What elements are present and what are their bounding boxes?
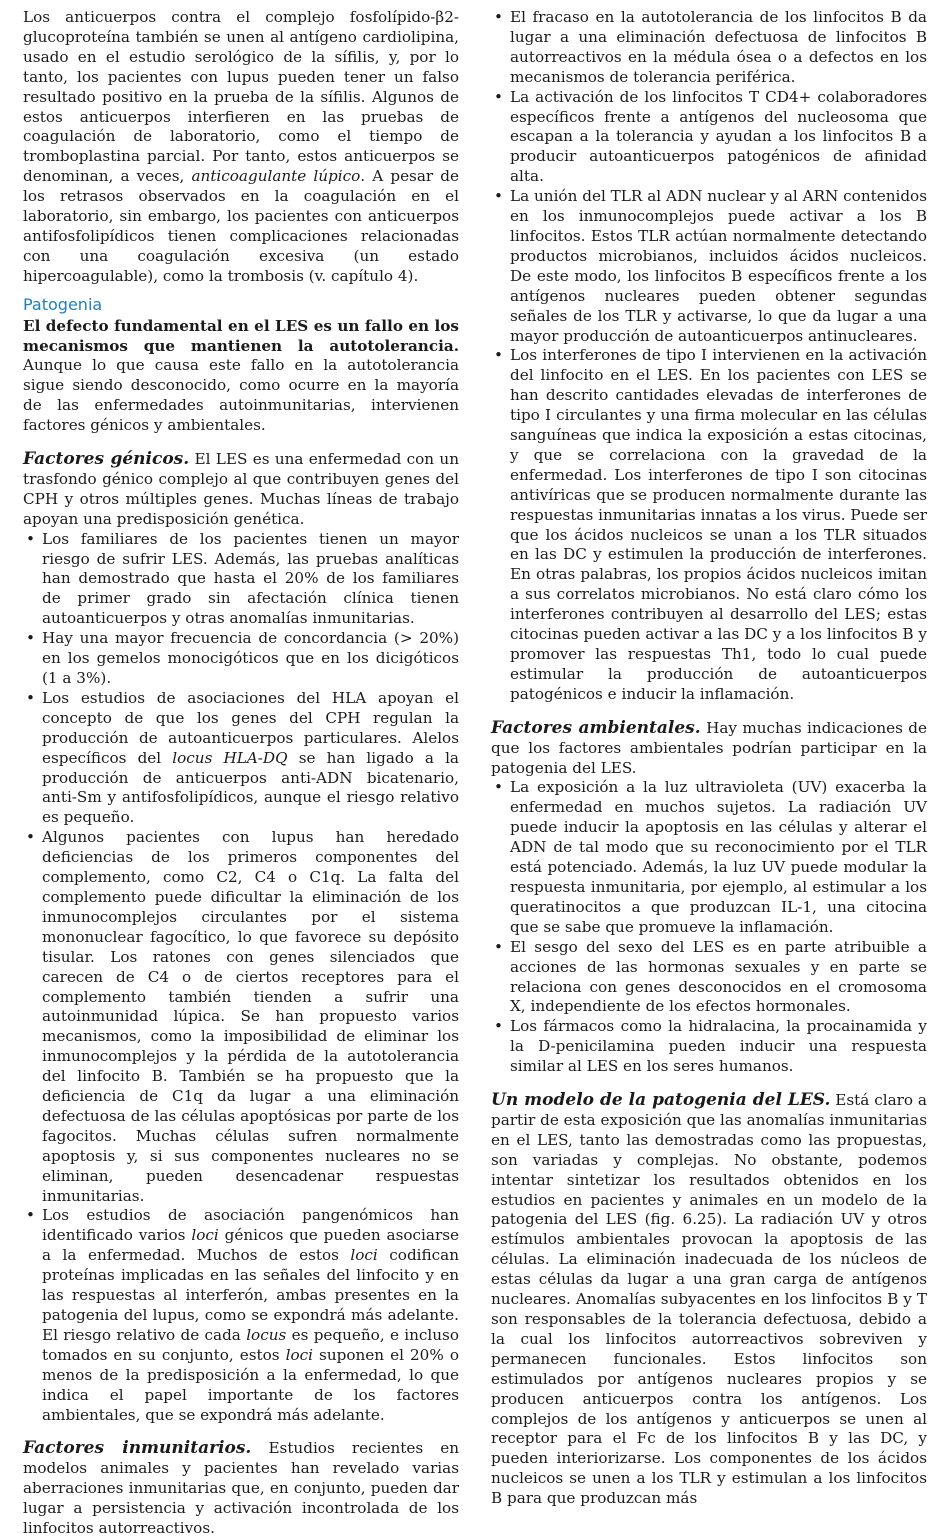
environmental-factors-list — [491, 778, 927, 1077]
immune-factors-list — [491, 8, 927, 705]
list-item: • Los familiares de los pacientes tienen un mayor riesgo de sufrir LES. Además, las pruebas analíticas han demostrado que hasta el 20% de los familiares de primer grado sin afectación clínica tienen autoanticuerpos y otras anomalías inmunitarias. — [26, 529, 459, 628]
list-item: • Algunos pacientes con lupus han heredado deficiencias de los primeros componentes del complemento, como C2, C4 o C1q. La falta del complemento puede dificultar la eliminación de los inmunocomplejos circulantes por el sistema mononuclear fagocítico, lo que favorece su depósito tisular. Los ratones con genes silenciados que carecen de C4 o de ciertos receptores para el complemento también tienden a sufrir una autoinmunidad lúpica. Se han propuesto varios mecanismos, como la imposibilidad de eliminar los inmunocomplejos y la pérdida de la autotolerancia del linfocito B. También se ha propuesto que la deficiencia de C1q da lugar a una eliminación defectuosa de las células apoptósicas por parte de los fagocitos. Muchas células sufren normalmente apoptosis y, si sus componentes nucleares no se eliminan, pueden desencadenar respuestas inmunitarias. — [26, 828, 459, 1205]
list-item: • Los interferones de tipo I intervienen en la activación del linfocito en el LES. En los pacientes con LES se han descrito cantidades elevadas de interferones de tipo I circulantes y una firma molecular en las células sanguíneas que indica la exposición a estas citocinas, y que se correlaciona con la gravedad de la enfermedad. Los interferones de tipo I son citocinas antivíricas que se producen normalmente durante las respuestas inmunitarias innatas a los virus. Puede ser que los ácidos nucleicos se unan a los TLR situados en las DC y estimulen la producción de interferones. En otras palabras, los propios ácidos nucleicos imitan a sus correlatos microbianos. No está claro cómo los interferones contribuyen al desarrollo del LES; estas citocinas pueden activar a las DC y a los linfocitos B y promover las respuestas Th1, todo lo cual puede estimular la producción de autoanticuerpos patogénicos e inducir la inflamación. — [494, 346, 927, 703]
list-item: • La unión del TLR al ADN nuclear y al ARN contenidos en los inmunocomplejos puede activar a los B linfocitos. Estos TLR actúan normalmente detectando productos microbianos, incluidos ácidos nucleicos. De este modo, los linfocitos B específicos frente a los antígenos nucleares pueden obtener segundas señales de los TLR y activarse, lo que da lugar a una mayor producción de autoanticuerpos antinucleares. — [494, 187, 927, 345]
paragraph-genic-factors: Factores génicos. El LES es una enfermedad con un trasfondo génico complejo al que contribuyen genes del CPH y otros múltiples genes. Muchas líneas de trabajo apoyan una predisposición genética. — [23, 449, 459, 528]
paragraph-immune-factors: Factores inmunitarios. Estudios recientes en modelos animales y pacientes han revelado varias aberraciones inmunitarias que, en conjunto, pueden dar lugar a persistencia y activación incontrolada de los linfocitos autorreactivos. — [23, 1438, 459, 1538]
list-item: • La activación de los linfocitos T CD4+ colaboradores específicos frente a antígenos del nucleosoma que escapan a la tolerancia y ayudan a los linfocitos B a producir autoanticuerpos patogénicos de afinidad alta. — [494, 87, 927, 186]
section-heading-patogenia: Patogenia — [23, 294, 103, 314]
list-item: • Los estudios de asociaciones del HLA apoyan el concepto de que los genes del CPH regulan la producción de autoanticuerpos particulares. Alelos específicos del locus HLA-DQ se han ligado a la producción de anticuerpos anti-ADN bicatenario, anti-Sm y antifosfolipídicos, aunque el riesgo relativo es pequeño. — [26, 688, 459, 827]
list-item: • El sesgo del sexo del LES es en parte atribuible a acciones de las hormonas sexuales y en parte se relaciona con genes desconocidos en el cromosoma X, independiente de los efectos hormonales. — [494, 937, 927, 1016]
left-column — [23, 8, 459, 1539]
paragraph-fundamental-defect: El defecto fundamental en el LES es un fallo en los mecanismos que mantienen la autotolerancia. Aunque lo que causa este fallo en la autotolerancia sigue siendo desconocido, como ocurre en la mayoría de las enfermedades autoinmunitarias, intervienen factores génicos y ambientales. — [23, 316, 459, 435]
paragraph-antiphospholipid: Los anticuerpos contra el complejo fosfolípido-β2-glucoproteína también se unen al antígeno cardiolipina, usado en el estudio serológico de la sífilis, y, por lo tanto, los pacientes con lupus pueden tener un falso resultado positivo en la prueba de la sífilis. Algunos de estos anticuerpos interfieren en las pruebas de coagulación de laboratorio, como el tiempo de tromboplastina parcial. Por tanto, estos anticuerpos se denominan, a veces, anticoagulante lúpico. A pesar de los retrasos observados en la coagulación en el laboratorio, sin embargo, los pacientes con anticuerpos antifosfolipídicos tienen complicaciones relacionadas con una coagulación excesiva (un estado hipercoagulable), como la trombosis (v. capítulo 4). — [23, 8, 460, 285]
list-item: • Hay una mayor frecuencia de concordancia (> 20%) en los gemelos monocigóticos que en los dicigóticos (1 a 3%). — [26, 629, 459, 687]
paragraph-environmental-factors: Factores ambientales. Hay muchas indicaciones de que los factores ambientales podrían participar en la patogenia del LES. — [491, 717, 927, 777]
list-item: • Los fármacos como la hidralacina, la procainamida y la D-penicilamina pueden inducir una respuesta similar al LES en los seres humanos. — [494, 1017, 927, 1076]
right-column — [491, 8, 927, 1509]
list-item: • El fracaso en la autotolerancia de los linfocitos B da lugar a una eliminación defectuosa de linfocitos B autorreactivos en la médula ósea o a defectos en los mecanismos de tolerancia periférica. — [494, 8, 927, 86]
genic-factors-list — [23, 530, 459, 1426]
list-item: • Los estudios de asociación pangenómicos han identificado varios loci génicos que pueden asociarse a la enfermedad. Muchos de estos loci codifican proteínas implicadas en las señales del linfocito y en las respuestas al interferón, ambas presentes en la patogenia del lupus, como se expondrá más adelante. El riesgo relativo de cada locus es pequeño, e incluso tomados en su conjunto, estos loci suponen el 20% o menos de la predisposición a la enfermedad, lo que indica el papel importante de los factores ambientales, que se expondrá más adelante. — [26, 1206, 459, 1424]
list-item: • La exposición a la luz ultravioleta (UV) exacerba la enfermedad en muchos sujetos. La radiación UV puede inducir la apoptosis en las células y alterar el ADN de tal modo que su reconocimiento por el TLR está potenciado. Además, la luz UV puede modular la respuesta inmunitaria, por ejemplo, al estimular a los queratinocitos a que produzcan IL-1, una citocina que se sabe que promueve la inflamación. — [494, 778, 927, 936]
paragraph-pathogenesis-model: Un modelo de la patogenia del LES. Está claro a partir de esta exposición que las anomalías inmunitarias en el LES, tanto las demostradas como las propuestas, son variadas y complejas. No obstante, podemos intentar sintetizar los resultados obtenidos en los estudios en pacientes y animales en un modelo de la patogenia del LES (fig. 6.25). La radiación UV y otros estímulos ambientales provocan la apoptosis de las células. La eliminación inadecuada de los núcleos de estas células da lugar a una gran carga de antígenos nucleares. Anomalías subyacentes en los linfocitos B y T son responsables de la tolerancia defectuosa, debido a la cual los linfocitos autorreactivos sobreviven y permanecen funcionales. Estos linfocitos son estimulados por antígenos nucleares propios y se producen anticuerpos contra los antígenos. Los complejos de los antígenos y anticuerpos se unen al receptor para el Fc de los linfocitos B y las DC, y pueden interiorizarse. Los componentes de los ácidos nucleicos se unen a los TLR y estimulan a los linfocitos B para que produzcan más — [491, 1090, 927, 1508]
